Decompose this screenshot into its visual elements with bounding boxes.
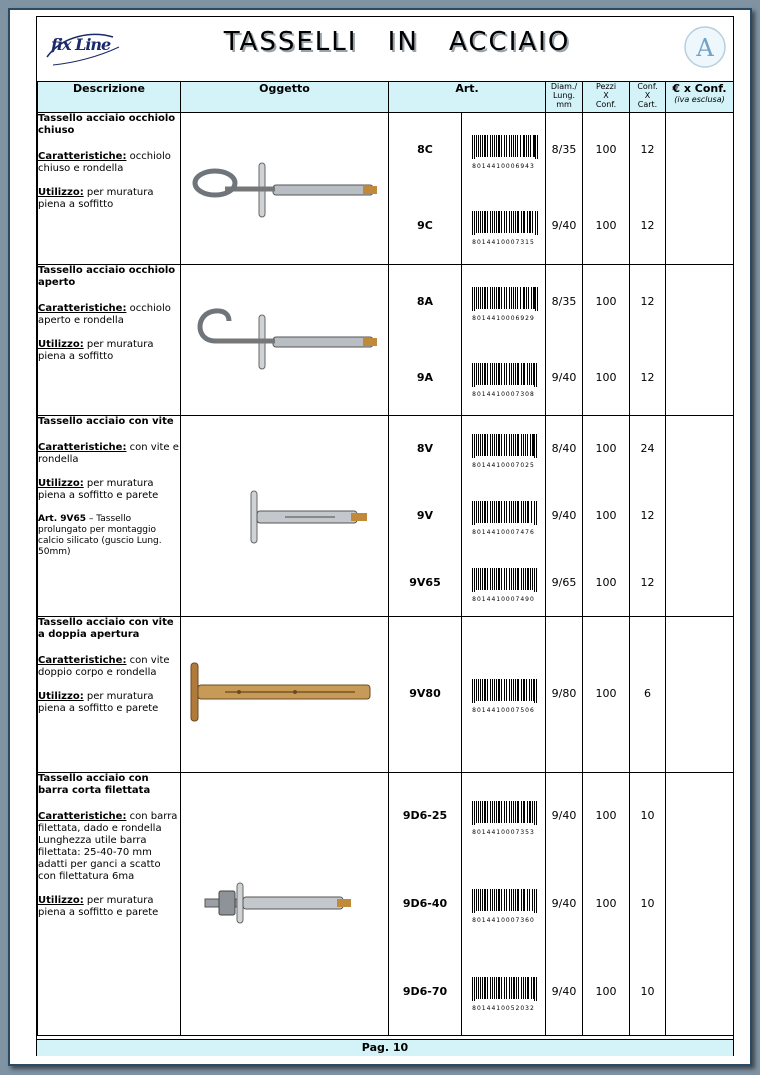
item-art: 9D6-40	[402, 897, 448, 910]
product-note: Art. 9V65 – Tassello prolungato per montaggio calcio silicato (guscio Lung. 50mm)	[38, 514, 162, 557]
item-pezzi: 100	[595, 576, 617, 589]
barcode	[462, 801, 545, 836]
barcode	[462, 679, 545, 714]
item-pezzi: 100	[595, 809, 617, 822]
page-frame	[36, 16, 734, 1056]
barcode	[462, 434, 545, 469]
item-pezzi: 100	[595, 371, 617, 384]
barcode	[462, 211, 545, 246]
col-barcode-cell	[462, 416, 546, 617]
product-image-cell	[181, 113, 389, 265]
item-conf: 12	[640, 295, 655, 308]
item-diam: 8/35	[551, 143, 577, 156]
product-image-cell	[181, 773, 389, 1036]
hook-anchor-icon	[185, 301, 385, 381]
product-extra: Lunghezza utile barra filettata: 25-40-70 mm adatti per ganci a scatto con filettatura 6ma	[38, 835, 161, 882]
product-usage: Utilizzo: per muratura piena a soffitto	[38, 339, 154, 362]
barcode	[462, 363, 545, 398]
product-usage: Utilizzo: per muratura piena a soffitto e parete	[38, 895, 159, 918]
item-conf: 12	[640, 509, 655, 522]
item-art: 9D6-25	[402, 809, 448, 822]
item-diam: 9/40	[551, 985, 577, 998]
product-description	[38, 113, 181, 265]
item-art: 9C	[417, 219, 433, 232]
product-row	[38, 773, 734, 1036]
col-diam-cell	[546, 773, 583, 1036]
item-pezzi: 100	[595, 897, 617, 910]
item-conf: 10	[640, 809, 655, 822]
barcode-number: 8014410007025	[472, 462, 535, 469]
product-row	[38, 265, 734, 416]
barcode-number: 8014410006929	[472, 315, 535, 322]
col-art: Art.	[389, 82, 546, 113]
product-features: Caratteristiche: con vite doppio corpo e rondella	[38, 655, 170, 678]
item-pezzi: 100	[595, 985, 617, 998]
item-pezzi: 100	[595, 442, 617, 455]
item-art: 9V65	[409, 576, 441, 589]
col-pezzi-cell	[583, 265, 630, 416]
item-conf: 24	[640, 442, 655, 455]
item-pezzi: 100	[595, 687, 617, 700]
item-diam: 9/65	[551, 576, 577, 589]
col-diam-cell	[546, 617, 583, 773]
item-pezzi: 100	[595, 509, 617, 522]
product-image-cell	[181, 617, 389, 773]
product-row	[38, 416, 734, 617]
item-diam: 9/40	[551, 371, 577, 384]
col-art-cell	[389, 773, 462, 1036]
col-price: € x Conf. (iva esclusa)	[666, 82, 734, 113]
col-conf-cell	[630, 265, 666, 416]
item-diam: 9/80	[551, 687, 577, 700]
col-price-cell	[666, 617, 734, 773]
col-conf: Conf. X Cart.	[630, 82, 666, 113]
barcode-number: 8014410007353	[472, 829, 535, 836]
barcode	[462, 977, 545, 1012]
col-art-cell	[389, 416, 462, 617]
page-number: Pag. 10	[37, 1039, 733, 1056]
table-header-row	[38, 82, 734, 113]
item-pezzi: 100	[595, 219, 617, 232]
item-diam: 9/40	[551, 219, 577, 232]
product-description	[38, 773, 181, 1036]
col-pezzi: Pezzi X Conf.	[583, 82, 630, 113]
product-title: Tassello acciaio con barra corta filettata	[38, 773, 151, 796]
item-conf: 12	[640, 576, 655, 589]
catalog-page	[8, 8, 752, 1066]
barcode	[462, 135, 545, 170]
barcode-number: 8014410006943	[472, 163, 535, 170]
page-header	[37, 17, 733, 82]
item-pezzi: 100	[595, 143, 617, 156]
item-pezzi: 100	[595, 295, 617, 308]
item-conf: 6	[644, 687, 651, 700]
col-diam-cell	[546, 416, 583, 617]
screw-anchor-icon	[185, 477, 385, 557]
col-art-cell	[389, 265, 462, 416]
barcode-number: 8014410007308	[472, 391, 535, 398]
barcode	[462, 568, 545, 603]
page-title: TASSELLI IN ACCIAIO	[223, 27, 571, 57]
threaded-bar-anchor-icon	[185, 865, 385, 945]
col-art-cell	[389, 113, 462, 265]
col-diam: Diam./ Lung. mm	[546, 82, 583, 113]
product-row	[38, 617, 734, 773]
col-conf-cell	[630, 617, 666, 773]
product-description	[38, 617, 181, 773]
product-title: Tassello acciaio con vite a doppia apertura	[38, 617, 174, 640]
col-pezzi-cell	[583, 113, 630, 265]
brand-logo	[43, 27, 123, 71]
col-conf-cell	[630, 773, 666, 1036]
barcode	[462, 889, 545, 924]
col-descrizione: Descrizione	[38, 82, 181, 113]
product-title: Tassello acciaio con vite	[38, 416, 174, 427]
product-usage: Utilizzo: per muratura piena a soffitto e parete	[38, 478, 159, 501]
item-art: 8C	[417, 143, 433, 156]
col-pezzi-cell	[583, 416, 630, 617]
col-barcode-cell	[462, 617, 546, 773]
item-conf: 10	[640, 897, 655, 910]
item-diam: 9/40	[551, 809, 577, 822]
closed-eye-anchor-icon	[185, 149, 385, 229]
product-description	[38, 416, 181, 617]
col-conf-cell	[630, 416, 666, 617]
item-art: 8V	[416, 442, 434, 455]
product-usage: Utilizzo: per muratura piena a soffitto e parete	[38, 691, 159, 714]
col-price-cell	[666, 113, 734, 265]
item-diam: 8/40	[551, 442, 577, 455]
product-image-cell	[181, 416, 389, 617]
seal-letter: A	[696, 34, 714, 62]
item-conf: 10	[640, 985, 655, 998]
product-features: Caratteristiche: con barra filettata, dado e rondella Lunghezza utile barra filettata: 25-40-70 mm adatti per ganci a scatto con filettatura 6ma	[38, 811, 178, 882]
item-diam: 8/35	[551, 295, 577, 308]
item-conf: 12	[640, 219, 655, 232]
col-art-cell	[389, 617, 462, 773]
item-diam: 9/40	[551, 509, 577, 522]
product-table	[37, 81, 734, 1036]
barcode-number: 8014410007490	[472, 596, 535, 603]
a-seal-logo	[683, 25, 727, 69]
barcode-number: 8014410052032	[472, 1005, 535, 1012]
item-diam: 9/40	[551, 897, 577, 910]
item-conf: 12	[640, 143, 655, 156]
product-features: Caratteristiche: con vite e rondella	[38, 442, 179, 465]
barcode-number: 8014410007476	[472, 529, 535, 536]
product-title: Tassello acciaio occhiolo aperto	[38, 265, 176, 288]
col-barcode-cell	[462, 773, 546, 1036]
product-features: Caratteristiche: occhiolo chiuso e rondella	[38, 151, 171, 174]
product-features: Caratteristiche: occhiolo aperto e rondella	[38, 303, 171, 326]
item-art: 9D6-70	[402, 985, 448, 998]
product-row	[38, 113, 734, 265]
col-barcode-cell	[462, 265, 546, 416]
item-art: 8A	[416, 295, 434, 308]
col-price-cell	[666, 265, 734, 416]
barcode-number: 8014410007506	[472, 707, 535, 714]
double-opening-anchor-icon	[185, 655, 385, 735]
product-image-cell	[181, 265, 389, 416]
col-pezzi-cell	[583, 773, 630, 1036]
item-art: 9V80	[409, 687, 441, 700]
product-description	[38, 265, 181, 416]
col-barcode-cell	[462, 113, 546, 265]
barcode-number: 8014410007315	[472, 239, 535, 246]
item-conf: 12	[640, 371, 655, 384]
col-conf-cell	[630, 113, 666, 265]
col-pezzi-cell	[583, 617, 630, 773]
logo-text: fix Line	[51, 35, 111, 54]
item-art: 9V	[416, 509, 434, 522]
barcode	[462, 501, 545, 536]
col-diam-cell	[546, 113, 583, 265]
col-price-cell	[666, 773, 734, 1036]
col-diam-cell	[546, 265, 583, 416]
product-usage: Utilizzo: per muratura piena a soffitto	[38, 187, 154, 210]
col-oggetto: Oggetto	[181, 82, 389, 113]
barcode-number: 8014410007360	[472, 917, 535, 924]
col-price-cell	[666, 416, 734, 617]
item-art: 9A	[416, 371, 434, 384]
barcode	[462, 287, 545, 322]
product-title: Tassello acciaio occhiolo chiuso	[38, 113, 176, 136]
